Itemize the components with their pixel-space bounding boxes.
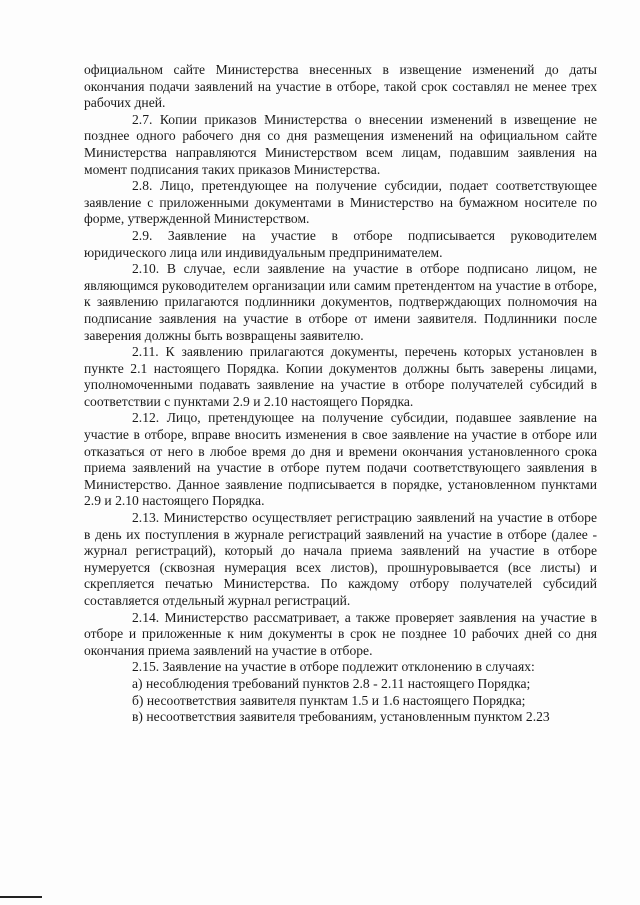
paragraph-2-8: 2.8. Лицо, претендующее на получение субсидии, подает соответствующее заявление с приложенными документами в Министерство на бумажном носителе по форме, утвержденной Министерством. [84,178,597,227]
paragraph-2-10: 2.10. В случае, если заявление на участие в отборе подписано лицом, не являющимся руководителем организации или самим претендентом на участие в отборе, к заявлению прилагаются подлинники документов, подтверждающих полномочия на подписание заявления на участие в отборе от имени заявителя. Подлинники после заверения должны быть возвращены заявителю. [84,261,597,343]
paragraph-2-14: 2.14. Министерство рассматривает, а также проверяет заявления на участие в отборе и приложенные к ним документы в срок не позднее 10 рабочих дней со дня окончания приема заявлений на участие в отборе. [84,609,597,658]
document-body [84,62,597,726]
list-item-a: а) несоблюдения требований пунктов 2.8 - 2.11 настоящего Порядка; [132,675,531,691]
list-item-b: б) несоответствия заявителя пунктам 1.5 и 1.6 настоящего Порядка; [132,692,526,708]
paragraph-continuation: официальном сайте Министерства внесенных в извещение изменений до даты окончания подачи заявлений на участие в отборе, такой срок составлял не менее трех рабочих дней. [84,62,597,111]
list-item-c: в) несоответствия заявителя требованиям, установленным пунктом 2.23 [132,709,550,725]
paragraph-2-7: 2.7. Копии приказов Министерства о внесении изменений в извещение не позднее одного рабочего дня со дня размещения изменений на официальном сайте Министерства направляются Министерством всем лицам, подавшим заявления на момент подписания таких приказов Министерства. [84,111,597,177]
footnote-divider [0,896,42,898]
paragraph-2-12: 2.12. Лицо, претендующее на получение субсидии, подавшее заявление на участие в отборе, вправе вносить изменения в свое заявление на участие в отборе или отказаться от него в любое время до дня и времени окончания установленного срока приема заявлений на участие в отборе путем подачи соответствующего заявления в Министерство. Данное заявление подписывается в порядке, установленном пунктами 2.9 и 2.10 настоящего Порядка. [84,410,597,509]
paragraph-2-15: 2.15. Заявление на участие в отборе подлежит отклонению в случаях: [132,659,535,675]
paragraph-2-9: 2.9. Заявление на участие в отборе подписывается руководителем юридического лица или индивидуальным предпринимателем. [84,227,597,260]
paragraph-2-11: 2.11. К заявлению прилагаются документы, перечень которых установлен в пункте 2.1 настоящего Порядка. Копии документов должны быть заверены лицами, уполномоченными подавать заявление на участие в отборе получателей субсидий в соответствии с пунктами 2.9 и 2.10 настоящего Порядка. [84,344,597,409]
paragraph-2-13: 2.13. Министерство осуществляет регистрацию заявлений на участие в отборе в день их поступления в журнале регистраций заявлений на участие в отборе (далее - журнал регистраций), который до начала приема заявлений на участие в отборе нумеруется (сквозная нумерация всех листов), прошнуровывается (все листы) и скрепляется печатью Министерства. По каждому отбору получателей субсидий составляется отдельный журнал регистраций. [84,510,597,608]
